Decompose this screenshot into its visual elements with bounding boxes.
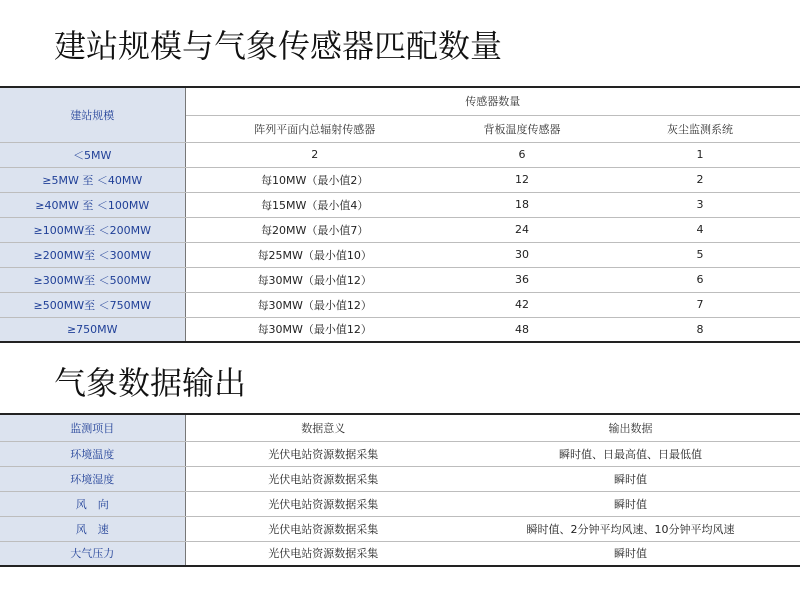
table-row — [0, 466, 800, 491]
data-meaning-cell: 光伏电站资源数据采集 — [185, 441, 461, 466]
header-scale: 建站规模 — [0, 87, 185, 142]
table-row — [0, 217, 800, 242]
table-row — [0, 292, 800, 317]
section-title-weather-output: 气象数据输出 — [54, 364, 247, 402]
header-data-meaning: 数据意义 — [185, 414, 461, 441]
monitor-item-cell: 环境温度 — [0, 441, 185, 466]
header-output-data: 输出数据 — [461, 414, 800, 441]
header-sensor-count: 传感器数量 — [185, 87, 800, 115]
weather-output-table — [0, 413, 800, 567]
dust-monitor-cell: 8 — [696, 322, 704, 336]
output-data-cell: 瞬时值 — [461, 491, 800, 516]
backplate-temp-cell: 12 — [444, 167, 600, 192]
backplate-temp-cell: 18 — [444, 192, 600, 217]
irradiance-cell: 每30MW（最小值12） — [185, 292, 444, 317]
table-row — [0, 242, 800, 267]
header-irradiance-sensor: 阵列平面内总辐射传感器 — [185, 115, 444, 142]
irradiance-cell: 每25MW（最小值10） — [185, 242, 444, 267]
header-monitor-item: 监测项目 — [0, 414, 185, 441]
data-meaning-cell: 光伏电站资源数据采集 — [268, 547, 379, 561]
irradiance-cell: 2 — [185, 142, 444, 167]
monitor-item-cell: 风 速 — [0, 516, 185, 541]
output-data-cell: 瞬时值、2分钟平均风速、10分钟平均风速 — [461, 516, 800, 541]
header-dust-monitor: 灰尘监测系统 — [600, 115, 800, 142]
dust-monitor-cell: 5 — [600, 242, 800, 267]
dust-monitor-cell: 4 — [600, 217, 800, 242]
output-data-cell: 瞬时值、日最高值、日最低值 — [461, 441, 800, 466]
irradiance-cell: 每30MW（最小值12） — [257, 323, 372, 337]
dust-monitor-cell: 3 — [600, 192, 800, 217]
dust-monitor-cell: 2 — [600, 167, 800, 192]
irradiance-cell: 每15MW（最小值4） — [185, 192, 444, 217]
dust-monitor-cell: 6 — [600, 267, 800, 292]
scale-cell: ≥200MW至 ＜300MW — [0, 242, 185, 267]
backplate-temp-cell: 42 — [444, 292, 600, 317]
backplate-temp-cell: 36 — [444, 267, 600, 292]
table-row — [0, 491, 800, 516]
dust-monitor-cell: 1 — [600, 142, 800, 167]
table-row — [0, 516, 800, 541]
scale-cell: ≥300MW至 ＜500MW — [0, 267, 185, 292]
data-meaning-cell: 光伏电站资源数据采集 — [185, 516, 461, 541]
irradiance-cell: 每10MW（最小值2） — [185, 167, 444, 192]
table-row — [0, 541, 800, 566]
output-data-cell: 瞬时值 — [461, 466, 800, 491]
output-data-cell: 瞬时值 — [614, 547, 647, 561]
monitor-item-cell: 大气压力 — [0, 541, 185, 566]
table-header-row — [0, 87, 800, 115]
data-meaning-cell: 光伏电站资源数据采集 — [185, 491, 461, 516]
table-header-row — [0, 414, 800, 441]
irradiance-cell: 每20MW（最小值7） — [185, 217, 444, 242]
section-title-sensor-matching: 建站规模与气象传感器匹配数量 — [54, 27, 503, 65]
scale-cell: ≥100MW至 ＜200MW — [0, 217, 185, 242]
table-row — [0, 267, 800, 292]
scale-cell: ≥500MW至 ＜750MW — [0, 292, 185, 317]
table-row — [0, 192, 800, 217]
table-row — [0, 142, 800, 167]
table-row — [0, 441, 800, 466]
sensor-matching-table — [0, 86, 800, 343]
irradiance-cell: 每30MW（最小值12） — [185, 267, 444, 292]
backplate-temp-cell: 24 — [444, 217, 600, 242]
backplate-temp-cell: 48 — [515, 322, 529, 336]
monitor-item-cell: 风 向 — [0, 491, 185, 516]
header-backplate-temp-sensor: 背板温度传感器 — [444, 115, 600, 142]
backplate-temp-cell: 30 — [444, 242, 600, 267]
dust-monitor-cell: 7 — [600, 292, 800, 317]
scale-cell: ＜5MW — [0, 142, 185, 167]
table-row — [0, 167, 800, 192]
scale-cell: ≥40MW 至 ＜100MW — [0, 192, 185, 217]
scale-cell: ≥750MW — [0, 317, 185, 342]
scale-cell: ≥5MW 至 ＜40MW — [0, 167, 185, 192]
backplate-temp-cell: 6 — [444, 142, 600, 167]
table-row — [0, 317, 800, 342]
data-meaning-cell: 光伏电站资源数据采集 — [185, 466, 461, 491]
monitor-item-cell: 环境湿度 — [0, 466, 185, 491]
